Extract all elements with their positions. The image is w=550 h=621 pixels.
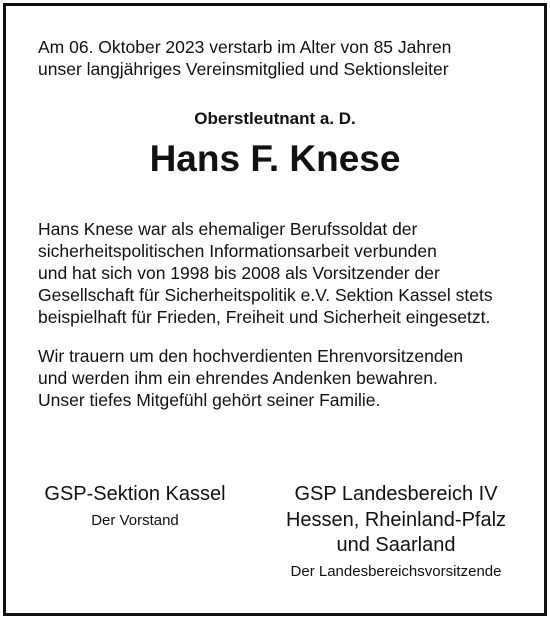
paragraph-1-line-1: Hans Knese war als ehemaliger Berufssoldat der — [38, 219, 418, 239]
paragraph-1-line-5: beispielhaft für Frieden, Freiheit und Sicherheit eingesetzt. — [38, 307, 491, 327]
paragraph-2-line-1: Wir trauern um den hochverdienten Ehrenvorsitzenden — [38, 346, 464, 366]
paragraph-2-line-2: und werden ihm ein ehrendes Andenken bewahren. — [38, 368, 438, 388]
intro-line-2: unser langjähriges Vereinsmitglied und Sektionsleiter — [38, 59, 449, 79]
deceased-name: Hans F. Knese — [149, 138, 401, 179]
paragraph-1-line-3: und hat sich von 1998 bis 2008 als Vorsitzender der — [38, 263, 440, 283]
signature-right-organization-line-2: Hessen, Rheinland-Pfalz — [285, 509, 507, 531]
signature-right-organization-line-3: und Saarland — [336, 534, 456, 556]
intro-line-1: Am 06. Oktober 2023 verstarb im Alter von 85 Jahren — [38, 37, 452, 57]
paragraph-1-line-4: Gesellschaft für Sicherheitspolitik e.V. Sektion Kassel stets — [38, 285, 493, 305]
signature-left-organization: GSP-Sektion Kassel — [44, 483, 226, 505]
signature-left-role: Der Vorstand — [91, 512, 179, 529]
signature-right-organization-line-1: GSP Landesbereich IV — [294, 483, 498, 505]
paragraph-2-line-3: Unser tiefes Mitgefühl gehört seiner Familie. — [38, 390, 381, 410]
signature-right-role: Der Landesbereichsvorsitzende — [290, 563, 502, 580]
rank-title: Oberstleutnant a. D. — [194, 109, 356, 128]
paragraph-1-line-2: sicherheitspolitischen Informationsarbeit verbunden — [38, 241, 437, 261]
